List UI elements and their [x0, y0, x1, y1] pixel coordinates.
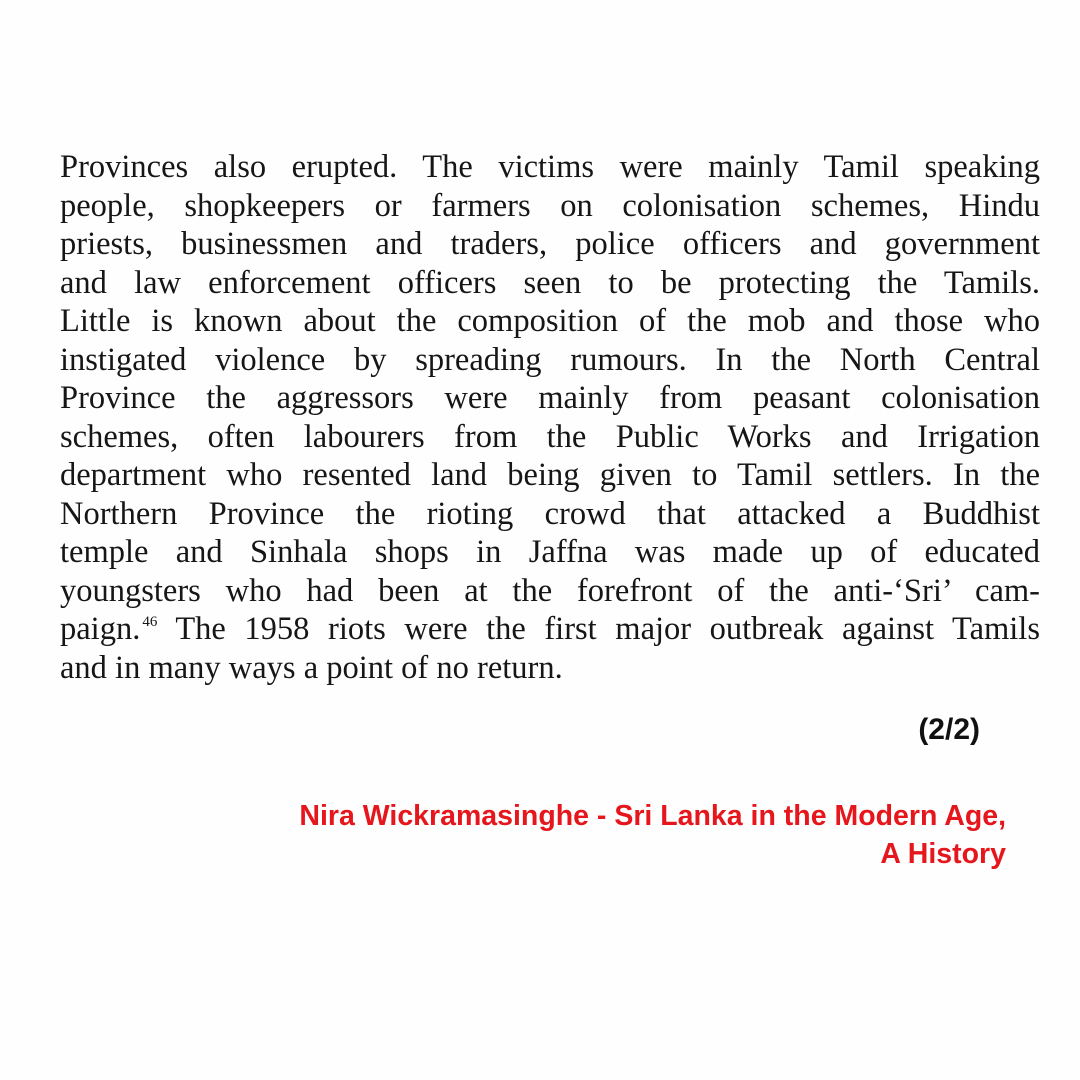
excerpt-line: priests, businessmen and traders, police officers and government	[60, 226, 1040, 262]
excerpt-line: Little is known about the composition of the mob and those who	[60, 303, 1040, 339]
excerpt-line: Provinces also erupted. The victims were mainly Tamil speaking	[60, 149, 1040, 185]
excerpt-line: people, shopkeepers or farmers on colonisation schemes, Hindu	[60, 187, 1040, 224]
footnote-marker: 46	[142, 614, 158, 630]
excerpt-line: instigated violence by spreading rumours. In the North Central	[60, 341, 1040, 378]
attribution-author-title: Nira Wickramasinghe - Sri Lanka in the Modern Age,	[299, 800, 1006, 832]
excerpt-line: and law enforcement officers seen to be protecting the Tamils.	[60, 264, 1040, 301]
excerpt-line: Province the aggressors were mainly from peasant colonisation	[60, 380, 1040, 416]
excerpt-line: temple and Sinhala shops in Jaffna was made up of educated	[60, 534, 1040, 570]
excerpt-line: youngsters who had been at the forefront of the anti-‘Sri’ cam-	[60, 572, 1040, 609]
excerpt-line: schemes, often labourers from the Public Works and Irrigation	[60, 418, 1040, 455]
excerpt-line: and in many ways a point of no return.	[60, 649, 563, 686]
attribution-subtitle: A History	[880, 838, 1006, 870]
excerpt-line: department who resented land being given to Tamil settlers. In the	[60, 457, 1040, 493]
excerpt-line-with-footnote	[60, 610, 1040, 649]
excerpt-line: Northern Province the rioting crowd that attacked a Buddhist	[60, 495, 1040, 532]
excerpt-line-continuation: The 1958 riots were the first major outbreak against Tamils	[157, 611, 1040, 647]
source-attribution	[299, 797, 1006, 873]
page-counter: (2/2)	[918, 713, 980, 746]
book-excerpt	[60, 148, 1040, 687]
excerpt-line-start: paign.	[60, 611, 141, 647]
